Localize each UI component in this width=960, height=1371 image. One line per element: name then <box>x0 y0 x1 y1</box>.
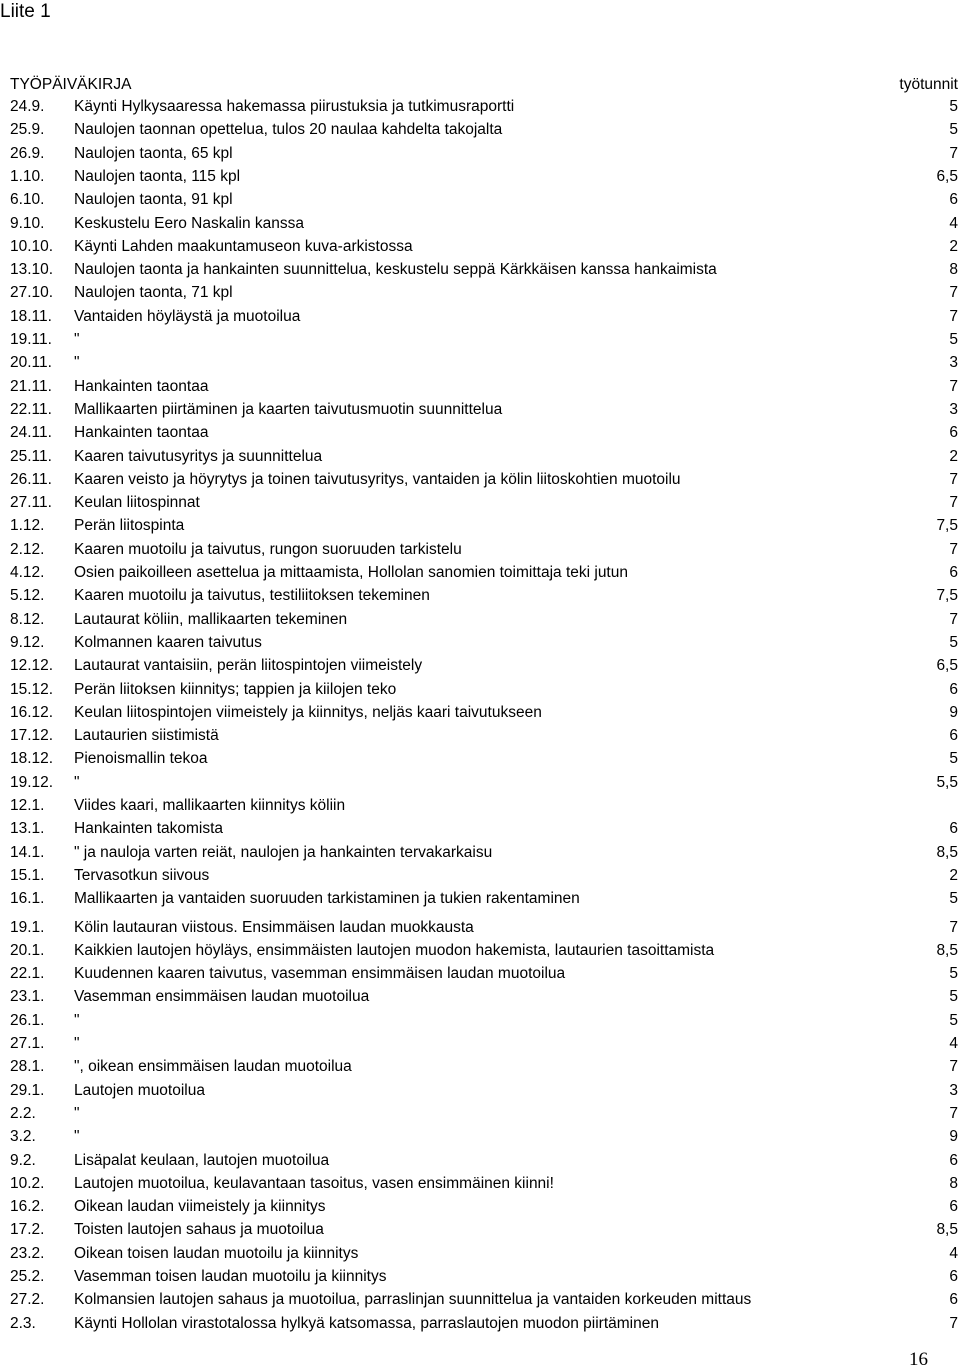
entry-date: 4.12. <box>10 564 45 581</box>
entry-description: Keulan liitospinnat <box>74 494 200 512</box>
entry-description: Naulojen taonta, 71 kpl <box>74 284 233 302</box>
entry-description: Perän liitoksen kiinnitys; tappien ja kiilojen teko <box>74 680 397 698</box>
entry-hours: 6 <box>949 424 958 442</box>
entry-date: 27.2. <box>10 1291 45 1309</box>
entry-date: 21.11. <box>10 377 52 395</box>
entry-date: 26.1. <box>10 1011 45 1029</box>
entry-hours: 7 <box>949 284 958 302</box>
entry-date: 9.10. <box>10 214 45 232</box>
table-row <box>10 401 958 423</box>
entry-description: " <box>74 773 80 791</box>
log-title: TYÖPÄIVÄKIRJA <box>10 76 132 93</box>
entry-hours: 7 <box>949 470 958 488</box>
page-number: 16 <box>909 1349 928 1370</box>
entry-date: 20.11. <box>10 354 52 372</box>
entry-hours: 7 <box>949 307 958 325</box>
entry-hours: 5 <box>949 633 958 651</box>
entry-description: Käynti Lahden maakuntamuseon kuva-arkistossa <box>74 237 413 255</box>
entry-hours: 9 <box>949 1128 958 1146</box>
entry-date: 16.12. <box>10 703 54 721</box>
table-row <box>10 1221 958 1243</box>
entry-date: 22.11. <box>10 400 52 418</box>
table-row <box>10 750 958 772</box>
table-row <box>10 215 958 237</box>
table-row <box>10 564 958 586</box>
table-row <box>10 238 958 260</box>
entry-date: 2.12. <box>10 540 45 558</box>
table-row <box>10 1105 958 1127</box>
entry-hours: 7 <box>949 494 958 512</box>
entry-description: Käynti Hollolan virastotalossa hylkyä katsomassa, parraslautojen muodon piirtäminen <box>74 1314 659 1332</box>
entry-date: 27.11. <box>10 494 52 512</box>
table-row <box>10 1012 958 1034</box>
entry-date: 25.11. <box>10 447 52 465</box>
entry-description: Osien paikoilleen asettelua ja mittaamista, Hollolan sanomien toimittaja teki jutun <box>74 564 628 581</box>
entry-date: 5.12. <box>10 587 45 605</box>
entry-hours: 3 <box>949 1081 958 1099</box>
table-row <box>10 820 958 842</box>
table-row <box>10 919 958 941</box>
table-row <box>10 681 958 703</box>
entry-date: 19.12. <box>10 773 54 791</box>
entry-description: " <box>74 1035 80 1052</box>
entry-description: Hankainten taontaa <box>74 424 209 442</box>
entry-hours: 2 <box>949 447 958 465</box>
table-row <box>10 191 958 213</box>
entry-description: " ja nauloja varten reiät, naulojen ja hankainten tervakarkaisu <box>74 843 493 861</box>
entry-hours: 3 <box>949 354 958 372</box>
entry-date: 16.2. <box>10 1198 45 1216</box>
entry-date: 27.10. <box>10 284 54 302</box>
entry-description: Perän liitospinta <box>74 517 185 535</box>
table-header <box>10 76 958 98</box>
entry-description: Tervasotkun siivous <box>74 866 210 884</box>
entry-date: 15.12. <box>10 680 54 698</box>
table-row <box>10 517 958 539</box>
entry-hours: 5 <box>949 1011 958 1029</box>
table-row <box>10 1128 958 1150</box>
entry-description: Lautojen muotoilua, keulavantaan tasoitus, vasen ensimmäinen kiinni! <box>74 1174 554 1192</box>
entry-hours: 3 <box>949 400 958 418</box>
entry-date: 6.10. <box>10 191 45 209</box>
entry-date: 19.11. <box>10 331 52 348</box>
entry-description: Lisäpalat keulaan, lautojen muotoilua <box>74 1151 330 1169</box>
entry-hours: 6 <box>949 1291 958 1309</box>
entry-hours: 5 <box>949 965 958 983</box>
entry-description: Kolmannen kaaren taivutus <box>74 633 262 651</box>
table-row <box>10 261 958 283</box>
entry-description: Hankainten taontaa <box>74 377 209 395</box>
entry-description: Kaaren muotoilu ja taivutus, testiliitoksen tekeminen <box>74 587 430 605</box>
entry-description: Kaaren veisto ja höyrytys ja toinen taivutusyritys, vantaiden ja kölin liitoskohtien muotoilu <box>74 470 681 488</box>
entry-hours: 8,5 <box>936 1221 958 1239</box>
entry-date: 20.1. <box>10 941 45 959</box>
table-row <box>10 448 958 470</box>
table-row <box>10 1245 958 1267</box>
entry-description: Oikean toisen laudan muotoilu ja kiinnitys <box>74 1244 359 1262</box>
entry-date: 1.12. <box>10 517 45 535</box>
entry-hours: 5 <box>949 750 958 768</box>
entry-hours: 5,5 <box>936 773 958 791</box>
entry-hours: 5 <box>949 988 958 1006</box>
entry-description: Naulojen taonnan opettelua, tulos 20 naulaa kahdelta takojalta <box>74 121 503 139</box>
entry-date: 25.9. <box>10 121 45 139</box>
entry-hours: 6 <box>949 1151 958 1169</box>
entry-date: 24.9. <box>10 98 45 115</box>
entry-hours: 5 <box>949 890 958 908</box>
entry-description: Keskustelu Eero Naskalin kanssa <box>74 214 305 232</box>
entry-date: 2.3. <box>10 1314 36 1332</box>
entry-hours: 7 <box>949 1104 958 1122</box>
entry-hours: 7,5 <box>936 587 958 605</box>
entry-date: 23.1. <box>10 988 45 1006</box>
entry-hours: 5 <box>949 331 958 348</box>
entry-hours: 8,5 <box>936 941 958 959</box>
table-row <box>10 541 958 563</box>
entry-hours: 4 <box>949 1244 958 1262</box>
table-row <box>10 657 958 679</box>
table-row <box>10 774 958 796</box>
table-row <box>10 145 958 167</box>
entry-hours: 6 <box>949 191 958 209</box>
table-row <box>10 965 958 987</box>
entry-date: 12.1. <box>10 797 45 814</box>
entry-date: 8.12. <box>10 610 45 628</box>
table-row <box>10 494 958 516</box>
table-row <box>10 1082 958 1104</box>
entry-description: Viides kaari, mallikaarten kiinnitys köliin <box>74 797 346 814</box>
entry-hours: 7 <box>949 144 958 162</box>
entry-hours: 6,5 <box>936 167 958 185</box>
entry-description: Oikean laudan viimeistely ja kiinnitys <box>74 1198 326 1216</box>
table-row <box>10 378 958 400</box>
entry-date: 10.2. <box>10 1174 45 1192</box>
entry-description: Vasemman ensimmäisen laudan muotoilua <box>74 988 370 1006</box>
entry-date: 24.11. <box>10 424 52 442</box>
entry-hours: 6 <box>949 820 958 838</box>
entry-description: Mallikaarten piirtäminen ja kaarten taivutusmuotin suunnittelua <box>74 400 503 418</box>
entry-date: 17.12. <box>10 727 54 745</box>
table-row <box>10 727 958 749</box>
entry-date: 3.2. <box>10 1128 36 1146</box>
table-row <box>10 942 958 964</box>
entry-date: 1.10. <box>10 167 45 185</box>
entry-date: 9.2. <box>10 1151 36 1169</box>
entry-hours: 9 <box>949 703 958 721</box>
table-row <box>10 471 958 493</box>
entry-hours: 2 <box>949 237 958 255</box>
table-row <box>10 704 958 726</box>
entry-description: Kuudennen kaaren taivutus, vasemman ensimmäisen laudan muotoilua <box>74 965 566 983</box>
table-row <box>10 844 958 866</box>
entry-date: 9.12. <box>10 633 45 651</box>
entry-hours: 6 <box>949 727 958 745</box>
table-row <box>10 308 958 330</box>
entry-hours: 8 <box>949 261 958 279</box>
entry-description: Kaaren taivutusyritys ja suunnittelua <box>74 447 323 465</box>
entry-description: ", oikean ensimmäisen laudan muotoilua <box>74 1058 352 1076</box>
table-row <box>10 1268 958 1290</box>
entry-hours: 2 <box>949 866 958 884</box>
entry-date: 13.10. <box>10 261 54 279</box>
entry-hours: 7 <box>949 1314 958 1332</box>
entry-description: Naulojen taonta, 115 kpl <box>74 167 241 185</box>
entry-description: " <box>74 1128 80 1146</box>
entry-description: Lautaurat köliin, mallikaarten tekeminen <box>74 610 348 628</box>
table-row <box>10 611 958 633</box>
entry-hours: 6 <box>949 564 958 581</box>
table-row <box>10 1152 958 1174</box>
table-row <box>10 1175 958 1197</box>
entry-description: Keulan liitospintojen viimeistely ja kiinnitys, neljäs kaari taivutukseen <box>74 703 542 721</box>
entry-description: Naulojen taonta, 91 kpl <box>74 191 233 209</box>
entry-description: Käynti Hylkysaaressa hakemassa piirustuksia ja tutkimusraportti <box>74 98 515 115</box>
entry-description: Lautaurat vantaisiin, perän liitospintojen viimeistely <box>74 657 423 675</box>
table-row <box>10 424 958 446</box>
entry-date: 10.10. <box>10 237 54 255</box>
entry-date: 22.1. <box>10 965 45 983</box>
entry-description: Hankainten takomista <box>74 820 224 838</box>
entry-date: 13.1. <box>10 820 45 838</box>
entry-date: 2.2. <box>10 1104 36 1122</box>
table-row <box>10 867 958 889</box>
entry-date: 29.1. <box>10 1081 45 1099</box>
table-row <box>10 168 958 190</box>
entry-hours: 5 <box>949 98 958 115</box>
entry-date: 27.1. <box>10 1035 45 1052</box>
entry-description: Naulojen taonta, 65 kpl <box>74 144 233 162</box>
entry-date: 18.11. <box>10 307 52 325</box>
entry-hours: 7 <box>949 610 958 628</box>
appendix-label: Liite 1 <box>0 1 51 22</box>
entry-description: Lautojen muotoilua <box>74 1081 205 1099</box>
entry-hours: 7 <box>949 1058 958 1076</box>
table-row <box>10 98 958 120</box>
entry-hours: 7 <box>949 540 958 558</box>
entry-date: 26.11. <box>10 470 52 488</box>
table-row <box>10 797 958 819</box>
table-row <box>10 1315 958 1337</box>
entry-hours: 6 <box>949 1198 958 1216</box>
entry-date: 15.1. <box>10 866 45 884</box>
entry-date: 28.1. <box>10 1058 45 1076</box>
entry-hours: 7 <box>949 918 958 936</box>
entry-date: 26.9. <box>10 144 45 162</box>
entry-date: 14.1. <box>10 843 45 861</box>
entry-hours: 8 <box>949 1174 958 1192</box>
table-row <box>10 121 958 143</box>
entry-description: Kolmansien lautojen sahaus ja muotoilua, parraslinjan suunnittelua ja vantaiden korkeuden mittaus <box>74 1291 752 1309</box>
entry-date: 12.12. <box>10 657 54 675</box>
entry-date: 25.2. <box>10 1268 45 1285</box>
entry-description: " <box>74 1104 80 1122</box>
entry-hours: 5 <box>949 121 958 139</box>
table-row <box>10 988 958 1010</box>
table-row <box>10 331 958 353</box>
table-row <box>10 1058 958 1080</box>
entry-description: Naulojen taonta ja hankainten suunnittelua, keskustelu seppä Kärkkäisen kanssa hankaimista <box>74 261 717 279</box>
entry-description: Kaikkien lautojen höyläys, ensimmäisten lautojen muodon hakemista, lautaurien tasoittamista <box>74 941 715 959</box>
entry-hours: 6 <box>949 680 958 698</box>
entry-description: " <box>74 1011 80 1029</box>
entry-hours: 7,5 <box>936 517 958 535</box>
hours-column-header: työtunnit <box>899 76 958 93</box>
entry-description: Vasemman toisen laudan muotoilu ja kiinnitys <box>74 1268 387 1285</box>
entry-description: Toisten lautojen sahaus ja muotoilua <box>74 1221 324 1239</box>
table-row <box>10 1035 958 1057</box>
table-row <box>10 890 958 912</box>
entry-description: Kaaren muotoilu ja taivutus, rungon suoruuden tarkistelu <box>74 540 462 558</box>
entry-hours: 7 <box>949 377 958 395</box>
entry-date: 23.2. <box>10 1244 45 1262</box>
table-row <box>10 284 958 306</box>
entry-date: 18.12. <box>10 750 54 768</box>
entry-date: 16.1. <box>10 890 45 908</box>
entry-description: Lautaurien siistimistä <box>74 727 219 745</box>
table-row <box>10 1198 958 1220</box>
table-row <box>10 587 958 609</box>
entry-hours: 6 <box>949 1268 958 1285</box>
entry-description: " <box>74 331 80 348</box>
table-row <box>10 1291 958 1313</box>
table-row <box>10 354 958 376</box>
entry-hours: 6,5 <box>936 657 958 675</box>
table-row <box>10 634 958 656</box>
entry-hours: 4 <box>949 1035 958 1052</box>
entry-hours: 4 <box>949 214 958 232</box>
entry-date: 19.1. <box>10 918 45 936</box>
entry-description: " <box>74 354 80 372</box>
entry-date: 17.2. <box>10 1221 45 1239</box>
entry-hours: 8,5 <box>936 843 958 861</box>
entry-description: Kölin lautauran viistous. Ensimmäisen laudan muokkausta <box>74 918 474 936</box>
entry-description: Vantaiden höyläystä ja muotoilua <box>74 307 301 325</box>
entry-description: Mallikaarten ja vantaiden suoruuden tarkistaminen ja tukien rakentaminen <box>74 890 580 908</box>
entry-description: Pienoismallin tekoa <box>74 750 208 768</box>
